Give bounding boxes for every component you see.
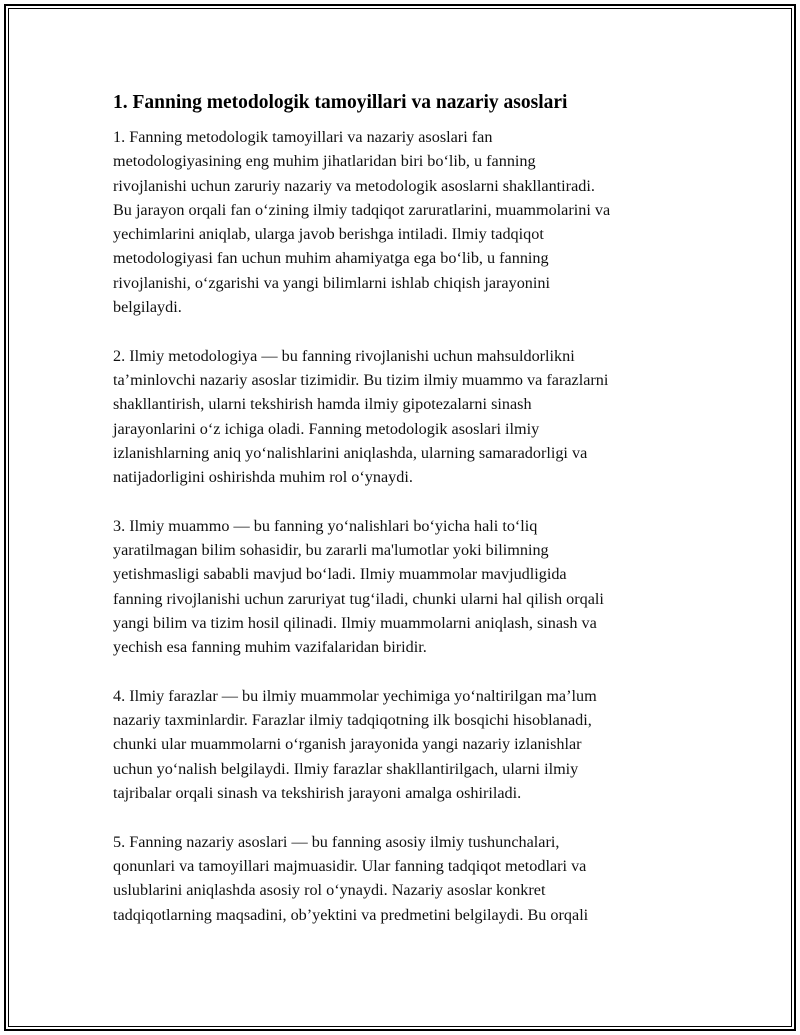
paragraph-line: fanning rivojlanishi uchun zaruriyat tug‘iladi, chunki ularni hal qilish orqali (113, 589, 604, 608)
paragraph-line: tajribalar orqali sinash va tekshirish jarayoni amalga oshiriladi. (113, 784, 522, 803)
paragraph-4 (113, 684, 703, 805)
paragraph-3 (113, 514, 703, 660)
paragraph-line: natijadorligini oshirishda muhim rol o‘ynaydi. (113, 468, 413, 487)
paragraph-line: rivojlanishi uchun zaruriy nazariy va metodologik asoslarni shakllantiradi. (113, 176, 595, 195)
paragraph-line: 1. Fanning metodologik tamoyillari va nazariy asoslari fan (113, 128, 493, 146)
paragraph-line: Bu jarayon orqali fan o‘zining ilmiy tadqiqot zaruratlarini, muammolarini va (113, 200, 611, 219)
paragraph-line: yechish esa fanning muhim vazifalaridan biridir. (113, 638, 427, 657)
paragraph-5 (113, 830, 703, 927)
paragraph-line: 2. Ilmiy metodologiya — bu fanning rivojlanishi uchun mahsuldorlikni (113, 346, 575, 365)
paragraph-2 (113, 344, 703, 490)
paragraph-line: 3. Ilmiy muammo — bu fanning yo‘nalishlari bo‘yicha hali to‘liq (113, 516, 538, 535)
paragraph-line: uchun yo‘nalish belgilaydi. Ilmiy farazlar shakllantirilgach, ularni ilmiy (113, 759, 579, 778)
paragraph-line: nazariy taxminlardir. Farazlar ilmiy tadqiqotning ilk bosqichi hisoblanadi, (113, 711, 592, 730)
document-body (113, 90, 703, 951)
paragraph-line: tadqiqotlarning maqsadini, ob’yektini va predmetini belgilaydi. Bu orqali (113, 905, 589, 924)
paragraph-1 (113, 125, 703, 319)
paragraph-line: yechimlarini aniqlab, ularga javob berishga intiladi. Ilmiy tadqiqot (113, 225, 544, 244)
paragraph-line: chunki ular muammolarni o‘rganish jarayonida yangi nazariy izlanishlar (113, 735, 582, 754)
paragraph-line: 5. Fanning nazariy asoslari — bu fanning asosiy ilmiy tushunchalari, (113, 832, 560, 851)
paragraph-line: metodologiyasining eng muhim jihatlaridan biri bo‘lib, u fanning (113, 152, 536, 171)
paragraph-line: jarayonlarini o‘z ichiga oladi. Fanning metodologik asoslari ilmiy (113, 419, 540, 438)
paragraph-line: izlanishlarning aniq yo‘nalishlarini aniqlashda, ularning samaradorligi va (113, 443, 588, 462)
paragraph-line: yangi bilim va tizim hosil qilinadi. Ilmiy muammolarni aniqlash, sinash va (113, 613, 597, 632)
paragraph-line: yetishmasligi sababli mavjud bo‘ladi. Ilmiy muammolar mavjudligida (113, 565, 567, 584)
paragraph-line: ta’minlovchi nazariy asoslar tizimidir. Bu tizim ilmiy muammo va farazlarni (113, 370, 609, 389)
paragraph-line: belgilaydi. (113, 298, 182, 317)
paragraph-line: qonunlari va tamoyillari majmuasidir. Ular fanning tadqiqot metodlari va (113, 856, 587, 875)
paragraph-line: rivojlanishi, o‘zgarishi va yangi bilimlarni ishlab chiqish jarayonini (113, 273, 550, 292)
paragraph-line: uslublarini aniqlashda asosiy rol o‘ynaydi. Nazariy asoslar konkret (113, 881, 546, 900)
paragraph-line: metodologiyasi fan uchun muhim ahamiyatga ega bo‘lib, u fanning (113, 249, 549, 268)
paragraph-line: yaratilmagan bilim sohasidir, bu zararli ma'lumotlar yoki bilimning (113, 541, 549, 560)
paragraph-line: 4. Ilmiy farazlar — bu ilmiy muammolar yechimiga yo‘naltirilgan ma’lum (113, 686, 597, 705)
paragraph-line: shakllantirish, ularni tekshirish hamda ilmiy gipotezalarni sinash (113, 395, 532, 414)
document-title: 1. Fanning metodologik tamoyillari va nazariy asoslari (113, 92, 568, 113)
